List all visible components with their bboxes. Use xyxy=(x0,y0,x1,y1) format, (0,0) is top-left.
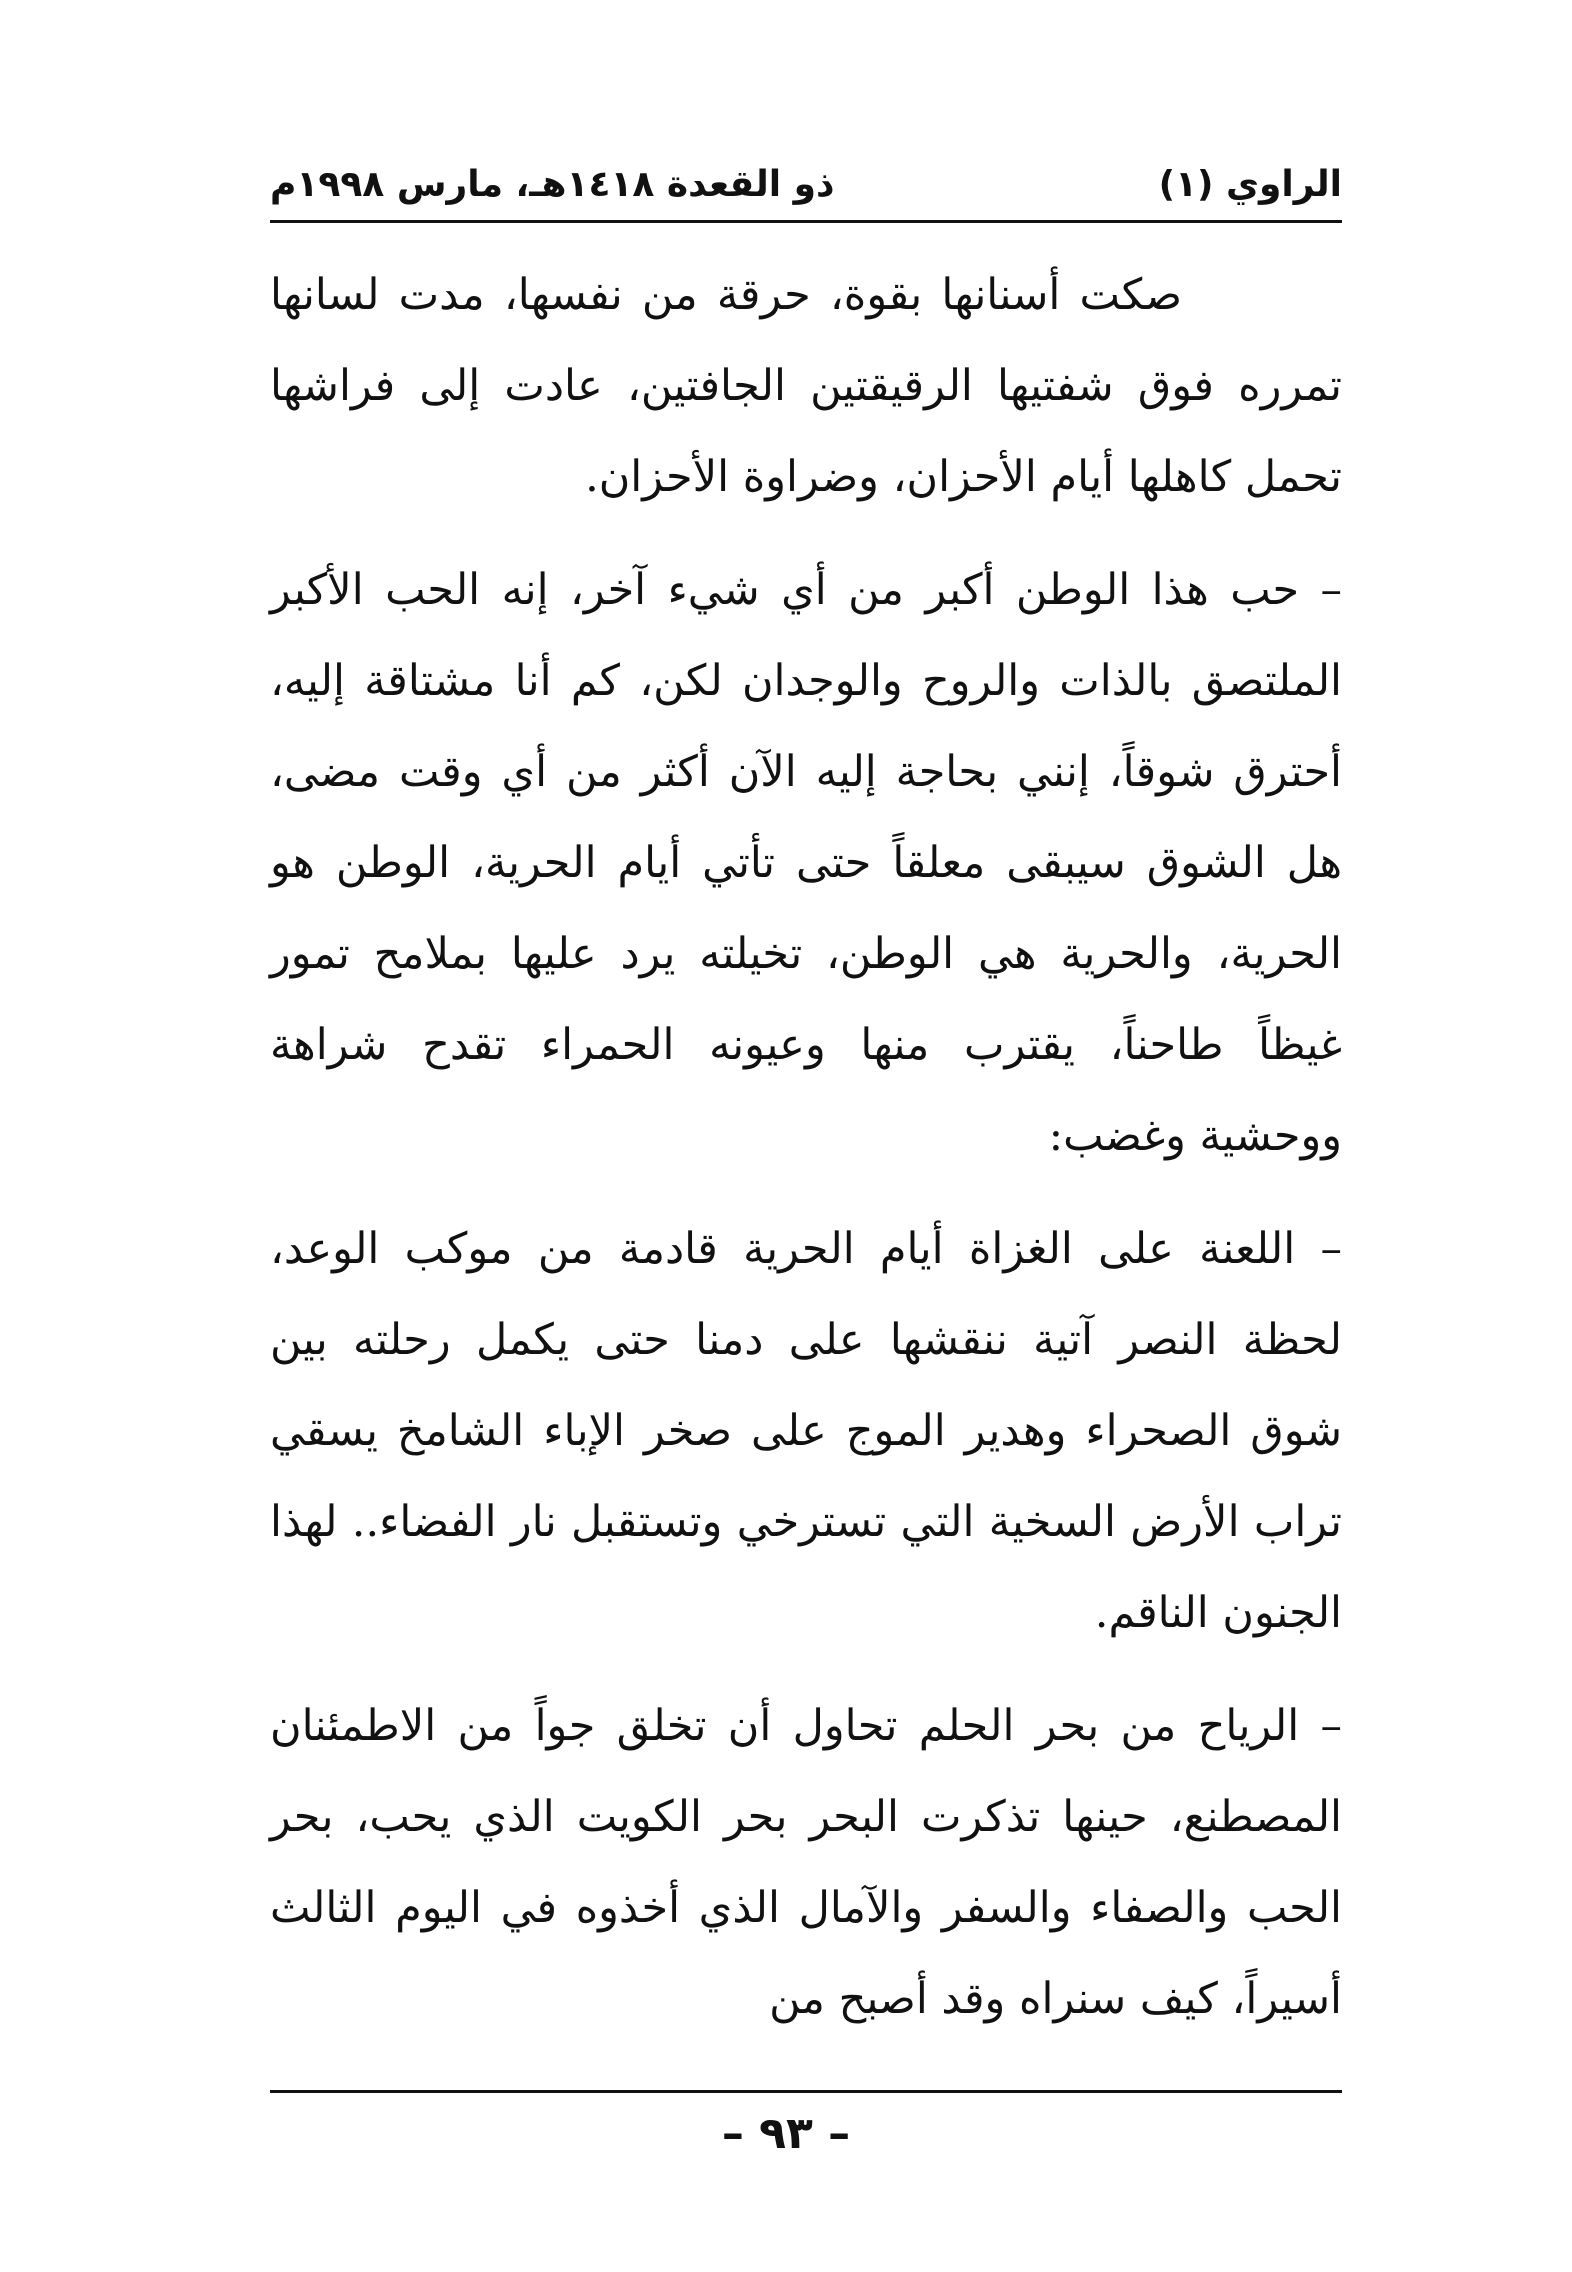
paragraph-4: – الرياح من بحر الحلم تحاول أن تخلق جواً من الاطمئنان المصطنع، حينها تذكرت البحر بحر الكويت الذي يحب، بحر الحب والصفاء والسفر والآمال الذي أخذوه في اليوم الثالث أسيراً، كيف سنراه وقد أصبح من xyxy=(270,1701,1342,2024)
header-journal-title: الراوي (١) xyxy=(1158,163,1342,205)
running-header xyxy=(270,150,1342,218)
header-issue-date: ذو القعدة ١٤١٨هـ، مارس ١٩٩٨م xyxy=(270,163,835,205)
paragraph-2: – حب هذا الوطن أكبر من أي شيء آخر، إنه الحب الأكبر الملتصق بالذات والروح والوجدان لكن، كم أنا مشتاقة إليه، أحترق شوقاً، إنني بحاجة إليه الآن أكثر من أي وقت مضى، هل الشوق سيبقى معلقاً حتى تأتي أيام الحرية، الوطن هو الحرية، والحرية هي الوطن، تخيلته يرد عليها بملامح تمور غيظاً طاحناً، يقترب منها وعيونه الحمراء تقدح شراهة ووحشية وغضب: xyxy=(270,565,1342,1161)
footer-divider xyxy=(270,2090,1342,2093)
page-number: – ٩٣ – xyxy=(721,2108,851,2159)
paragraph-3: – اللعنة على الغزاة أيام الحرية قادمة من موكب الوعد، لحظة النصر آتية ننقشها على دمنا حتى يكمل رحلته بين شوق الصحراء وهدير الموج على صخر الإباء الشامخ يسقي تراب الأرض السخية التي تسترخي وتستقبل نار الفضاء.. لهذا الجنون الناقم. xyxy=(270,1224,1342,1638)
header-divider xyxy=(270,220,1342,223)
body-text xyxy=(270,250,1342,2067)
paragraph-1: صكت أسنانها بقوة، حرقة من نفسها، مدت لسانها تمرره فوق شفتيها الرقيقتين الجافتين، عادت إلى فراشها تحمل كاهلها أيام الأحزان، وضراوة الأحزان. xyxy=(270,270,1342,502)
